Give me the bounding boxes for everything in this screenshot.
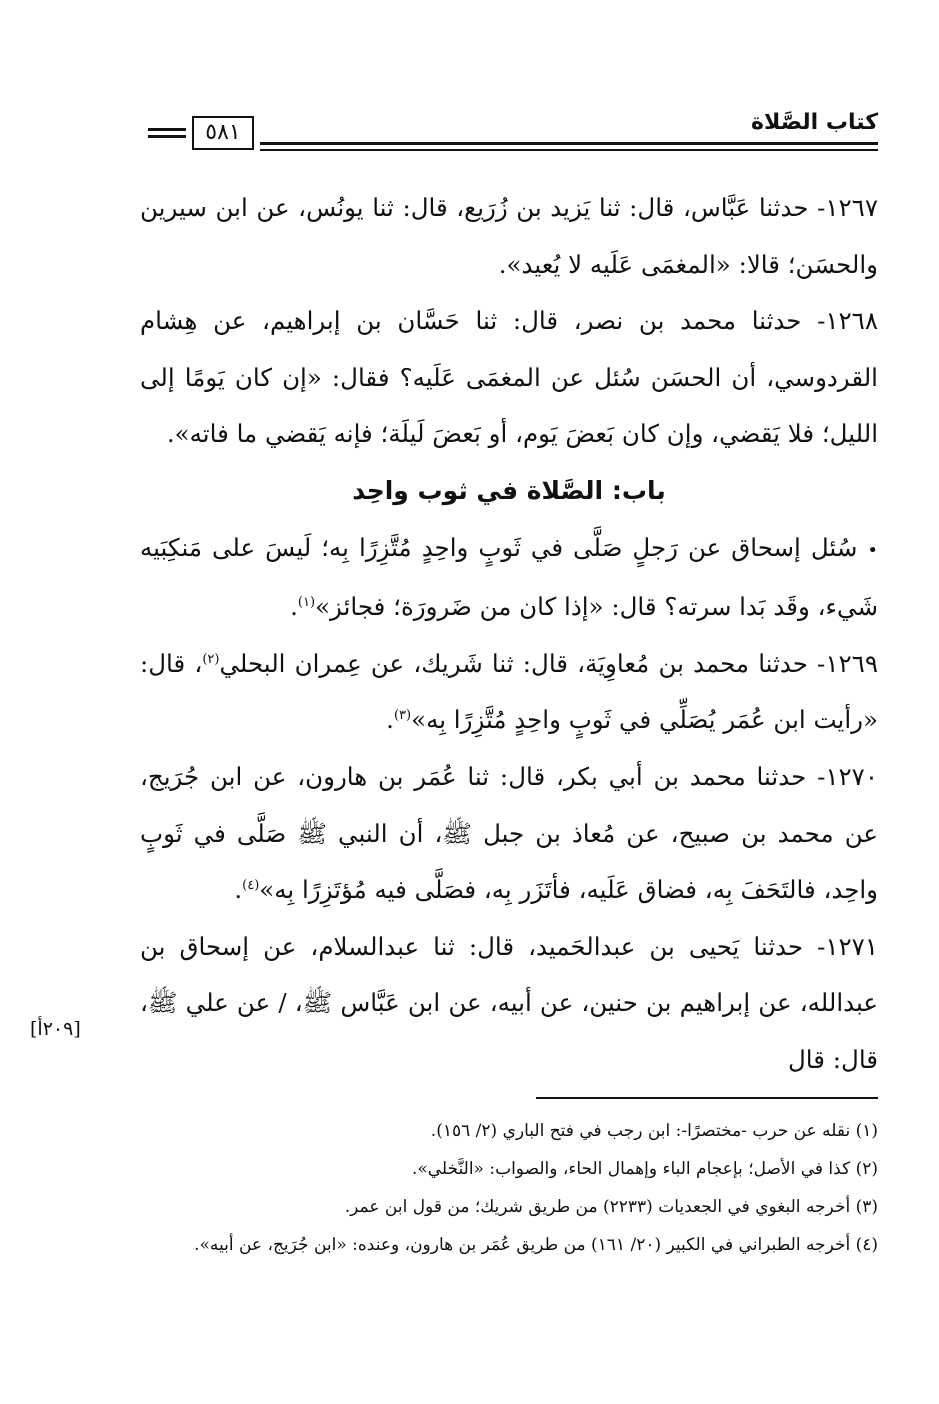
footnote-1: (١) نقله عن حرب -مختصرًا-: ابن رجب في فتح الباري (٢/ ١٥٦).: [430, 1121, 878, 1141]
chapter-title: كتاب الصَّلاة: [751, 110, 878, 135]
hadith-text: ١٢٦٩- حدثنا محمد بن مُعاوِيَة، قال: ثنا شَريك، عن عِمران البحلي: [219, 648, 878, 678]
footnote-4: (٤) أخرجه الطبراني في الكبير (٢٠/ ١٦١) من طريق عُمَر بن هارون، وعنده: «ابن جُرَيج، عن أبيه».: [194, 1235, 878, 1255]
header-rule: [260, 142, 878, 145]
hadith-1267: ١٢٦٧- حدثنا عَبَّاس، قال: ثنا يَزيد بن زُرَيع، قال: ثنا يونُس، عن ابن سيرين والحسَن؛ قالا: «المغمَى عَلَيه لا يُعيد».: [140, 193, 878, 279]
footnote-separator: [536, 1097, 878, 1099]
page-number: ٥٨١: [192, 116, 254, 150]
footnote-3: (٣) أخرجه البغوي في الجعديات (٢٢٣٣) من طريق شريك؛ من قول ابن عمر.: [344, 1197, 878, 1217]
footnote-2: (٢) كذا في الأصل؛ بإعجام الباء وإهمال الحاء، والصواب: «النَّخلي».: [411, 1159, 878, 1179]
footnotes: [140, 1112, 878, 1264]
footnote-ref[interactable]: (٢): [202, 651, 220, 667]
footnote-ref[interactable]: (٤): [242, 877, 260, 893]
header-rule: [148, 135, 186, 138]
header-rule: [260, 149, 878, 151]
hadith-text: ، قال: «رأيت ابن عُمَر يُصَلِّي في ثَوبٍ واحِدٍ مُتَّزِرًا بِه»: [140, 648, 878, 735]
header-rule: [148, 128, 186, 131]
hadith-1270: [140, 749, 878, 919]
section-heading: باب: الصَّلاة في ثوب واحِد: [352, 475, 666, 505]
page-header: [148, 110, 878, 160]
hadith-text: ١٢٧٠- حدثنا محمد بن أبي بكر، قال: ثنا عُمَر بن هارون، عن ابن جُرَيج، عن محمد بن صبيح، عن مُعاذ بن جبل ﷺ، أن النبي ﷺ صَلَّى في ثَوبٍ واحِد، فالتَحَفَ بِه، فضاق عَلَيه، فأتَزَر بِه، فصَلَّى فيه مُؤتَزِرًا بِه»: [140, 761, 878, 905]
bullet-icon: •: [867, 539, 878, 561]
footnote-ref[interactable]: (١): [297, 595, 316, 610]
footnote-ref[interactable]: (٣): [393, 708, 412, 724]
hadith-1268: ١٢٦٨- حدثنا محمد بن نصر، قال: ثنا حَسَّان بن إبراهيم، عن هِشام القردوسي، أن الحسَن سُئل عن المغمَى عَلَيه؟ فقال: «إن كان يَومًا إلى الليل؛ فلا يَقضي، وإن كان بَعضَ يَوم، أو بَعضَ لَيلَة؛ فإنه يَقضي ما فاته».: [140, 306, 878, 449]
question-text: سُئل إسحاق عن رَجلٍ صَلَّى في ثَوبٍ واحِدٍ مُتَّزِرًا بِه؛ لَيسَ على مَنكِبَيه شَيء، وقَد بَدا سرته؟ قال: «إذا كان من ضَرورَة؛ فجائز»: [140, 532, 878, 622]
hadith-1271: ١٢٧١- حدثنا يَحيى بن عبدالحَميد، قال: ثنا عبدالسلام، عن إسحاق بن عبدالله، عن إبراهيم بن حنين، عن أبيه، عن ابن عَبَّاس ﷺ، / عن علي ﷺ، قال: قال: [140, 931, 878, 1074]
hadith-1269: [140, 636, 878, 749]
punctuation: .: [386, 705, 394, 735]
punctuation: .: [290, 592, 298, 622]
ishaq-question: [140, 520, 878, 636]
main-text: [140, 180, 878, 1089]
manuscript-folio-marker: [٢٠٩أ]: [30, 1018, 81, 1040]
punctuation: .: [234, 875, 243, 905]
